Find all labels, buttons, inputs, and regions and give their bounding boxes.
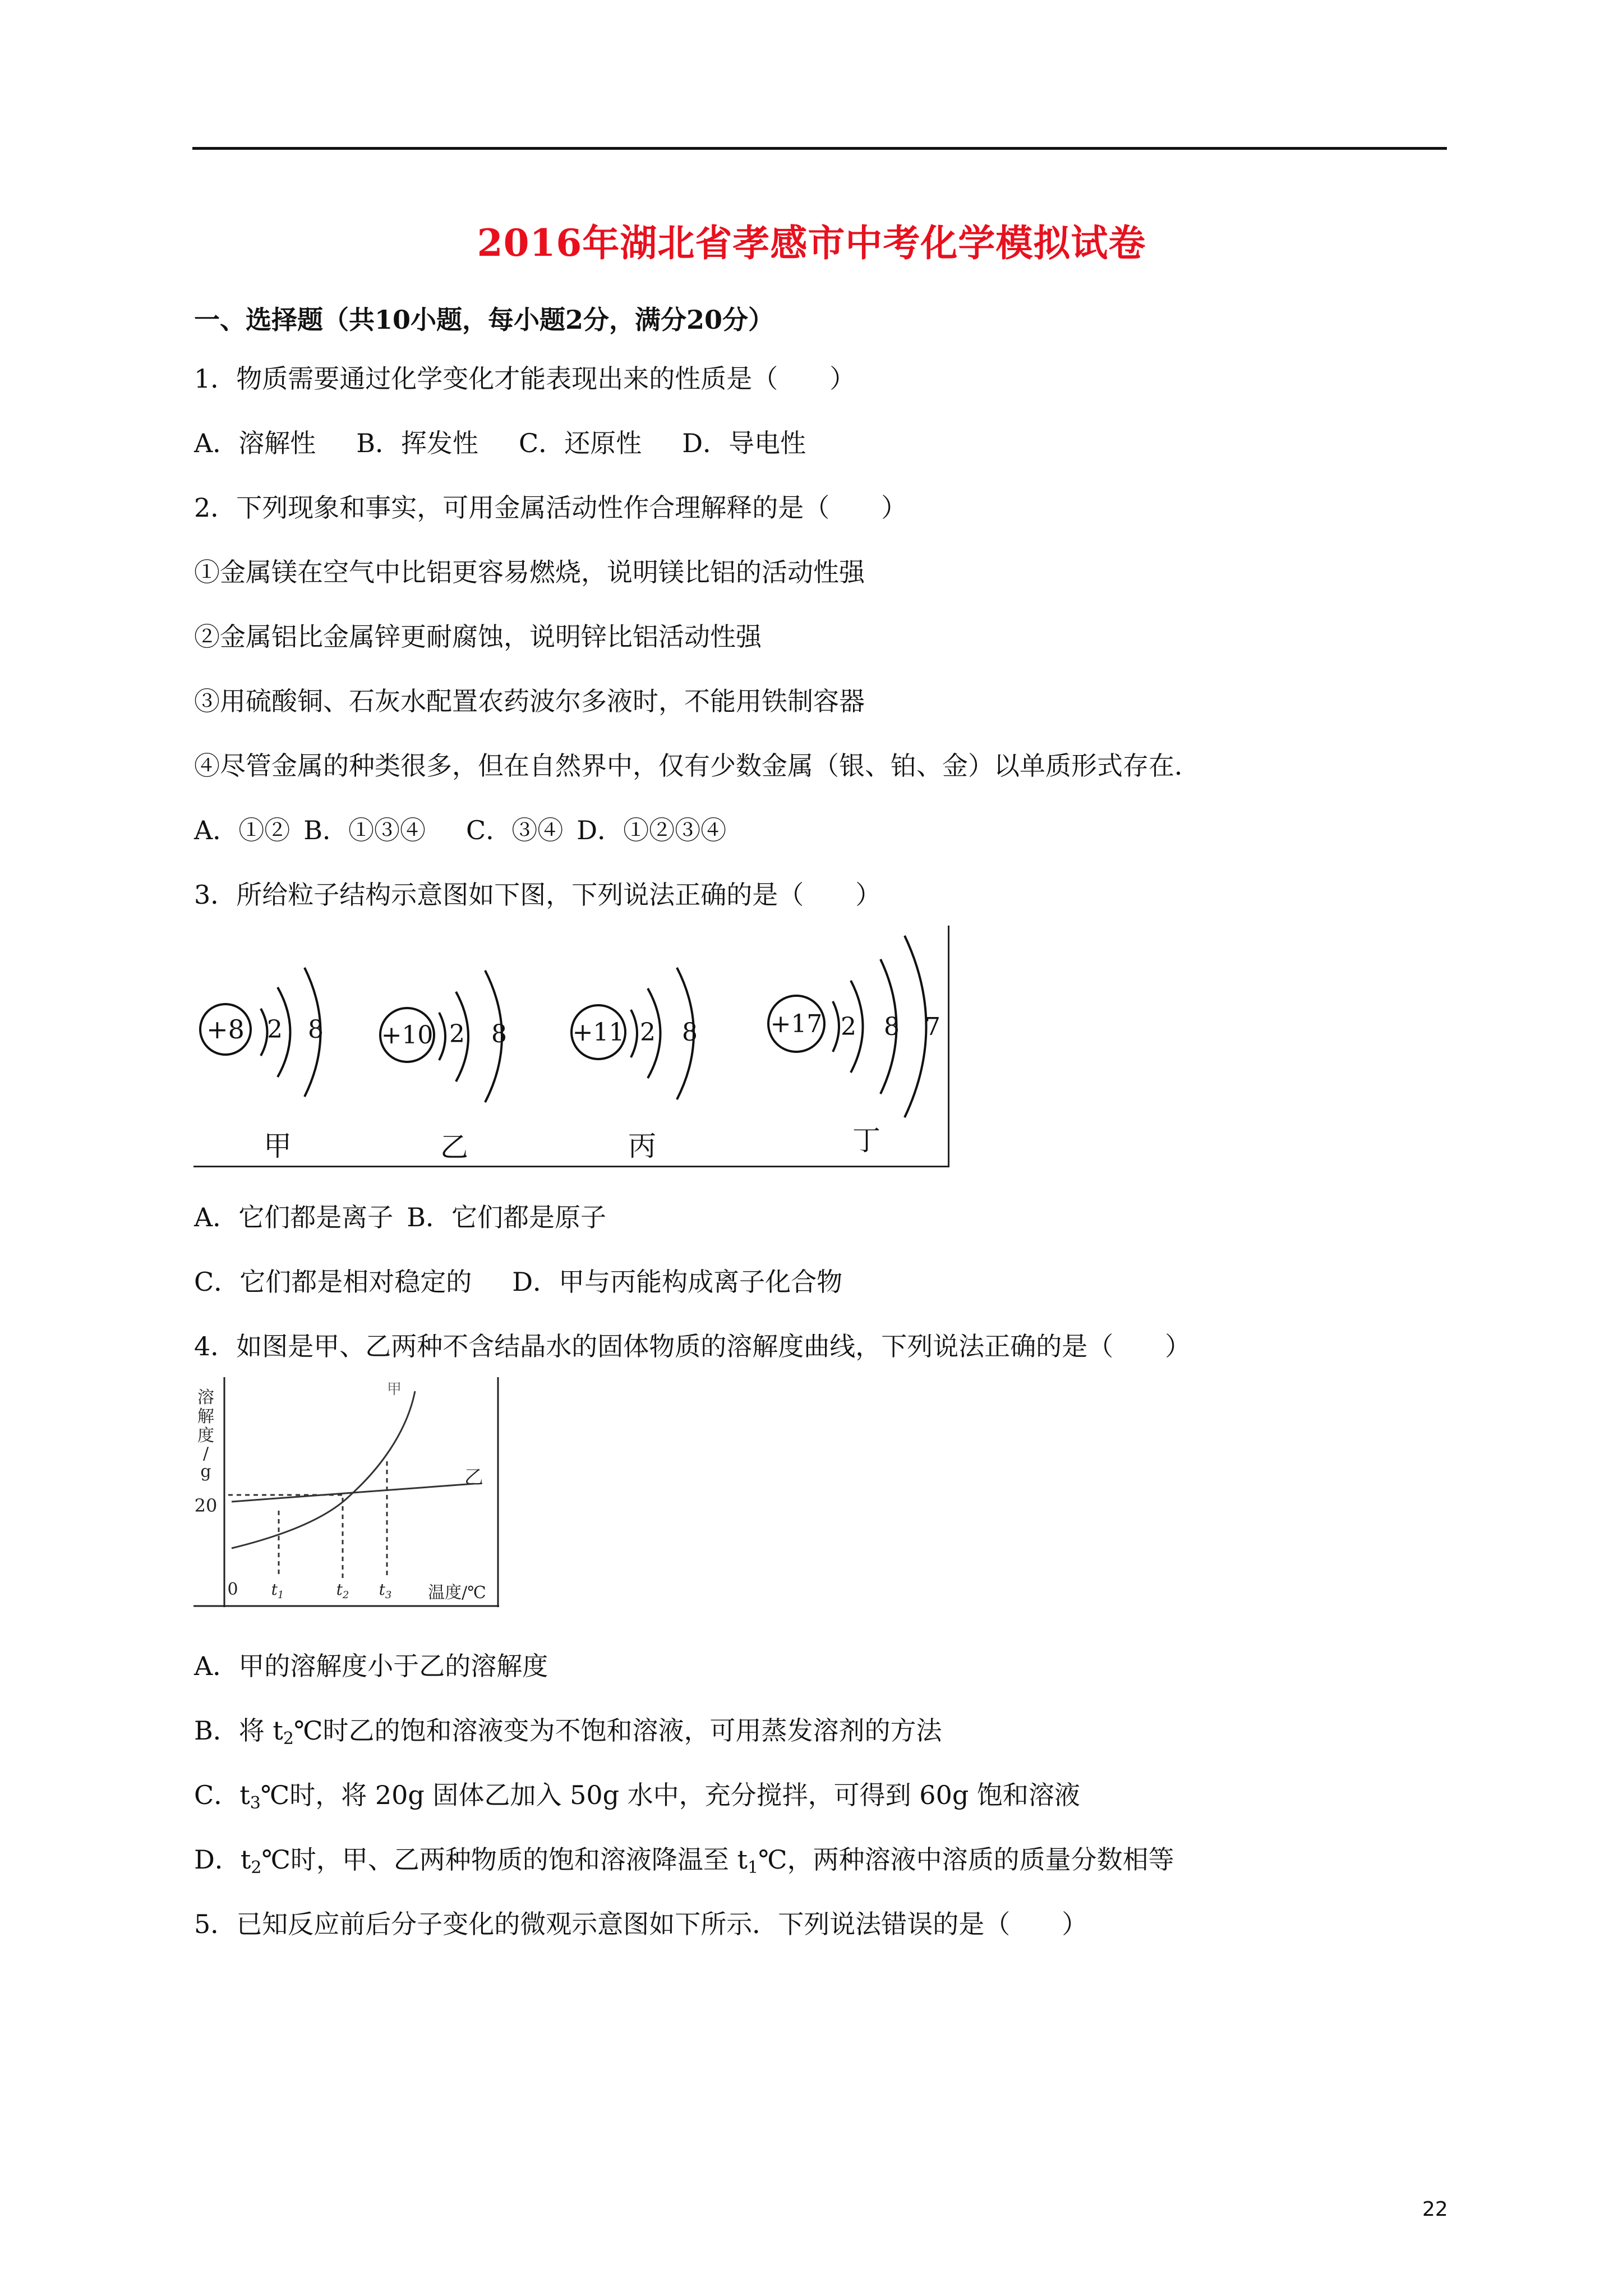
ytick-20: 20 [194, 1495, 218, 1516]
particle-jia-nucleus: +8 [206, 1014, 245, 1045]
ylabel-char-2: 解 [197, 1407, 214, 1427]
q2-option-b: B．①③④ [303, 815, 426, 845]
section-heading: 一、选择题（共10小题，每小题2分，满分20分） [194, 305, 774, 335]
q4-option-b: B．将 $t_2℃$时乙的饱和溶液变为不饱和溶液，可用蒸发溶剂的方法 [194, 1715, 942, 1749]
xlabel: 温度/℃ [428, 1583, 486, 1603]
solubility-curve-figure [193, 1377, 499, 1607]
xtick-t2: $t_2$ [336, 1580, 349, 1601]
q1-option-c: C．还原性 [519, 428, 642, 458]
q4-option-a: A．甲的溶解度小于乙的溶解度 [194, 1651, 548, 1681]
ylabel-char-4: / [202, 1444, 209, 1464]
particle-ding-nucleus: +17 [770, 1010, 823, 1038]
particle-bing-nucleus: +11 [572, 1018, 625, 1047]
curve-label-yi: 乙 [464, 1466, 483, 1489]
header-rule [192, 147, 1447, 150]
curve-label-jia: 甲 [386, 1381, 402, 1398]
q2-option-d: D．①②③④ [577, 815, 727, 845]
question-3-stem: 3．所给粒子结构示意图如下图，下列说法正确的是（ ） [194, 880, 882, 910]
q2-item-1: ①金属镁在空气中比铝更容易燃烧，说明镁比铝的活动性强 [194, 557, 865, 587]
particle-jia-shell-1: 2 [267, 1015, 283, 1044]
q2-item-3: ③用硫酸铜、石灰水配置农药波尔多液时，不能用铁制容器 [194, 686, 865, 716]
ylabel-char-3: 度 [197, 1426, 214, 1446]
q3-option-b: B．它们都是原子 [407, 1202, 607, 1232]
particle-yi-label: 乙 [440, 1131, 468, 1163]
q4-option-d: D．$t_2℃$时，甲、乙两种物质的饱和溶液降温至 $t_1℃$，两种溶液中溶质的质量分数相等 [194, 1844, 1174, 1878]
q2-item-4: ④尽管金属的种类很多，但在自然界中，仅有少数金属（银、铂、金）以单质形式存在． [194, 751, 1200, 781]
q3-option-a: A．它们都是离子 [194, 1202, 394, 1232]
particle-structure-figure [193, 926, 949, 1167]
xtick-t3: $t_3$ [379, 1580, 392, 1601]
xtick-t1: $t_1$ [271, 1580, 284, 1601]
particle-jia-shell-2: 8 [308, 1015, 324, 1044]
question-2-options [194, 813, 726, 847]
x-origin: 0 [227, 1580, 238, 1599]
particle-bing-shell-2: 8 [682, 1018, 698, 1047]
ylabel-char-5: g [200, 1462, 211, 1481]
particle-bing-shell-1: 2 [640, 1018, 656, 1047]
ylabel-char-1: 溶 [197, 1388, 214, 1407]
particle-ding-shell-1: 2 [841, 1013, 856, 1041]
question-5-stem: 5．已知反应前后分子变化的微观示意图如下所示．下列说法错误的是（ ） [194, 1909, 1088, 1939]
particle-yi-nucleus: +10 [381, 1021, 434, 1050]
page-title: 2016年湖北省孝感市中考化学模拟试卷 [477, 221, 1146, 265]
particle-jia-label: 甲 [264, 1130, 292, 1162]
particle-yi-shell-1: 2 [449, 1020, 465, 1048]
q1-option-a: A．溶解性 [194, 428, 316, 458]
particle-ding-label: 丁 [852, 1124, 880, 1157]
question-1-options [194, 426, 806, 460]
particle-yi-shell-2: 8 [491, 1020, 507, 1048]
q1-option-d: D．导电性 [682, 428, 806, 458]
q2-item-2: ②金属铝比金属锌更耐腐蚀，说明锌比铝活动性强 [194, 622, 762, 652]
q3-option-c: C．它们都是相对稳定的 [194, 1267, 472, 1297]
particle-bing [571, 968, 698, 1162]
question-3-options-row-1 [194, 1200, 606, 1234]
question-2-stem: 2．下列现象和事实，可用金属活动性作合理解释的是（ ） [194, 493, 907, 523]
page-number: 22 [1422, 2198, 1448, 2221]
question-4-stem: 4．如图是甲、乙两种不含结晶水的固体物质的溶解度曲线，下列说法正确的是（ ） [194, 1331, 1191, 1361]
question-1-stem: 1．物质需要通过化学变化才能表现出来的性质是（ ） [194, 364, 856, 394]
q2-option-c: C．③④ [466, 815, 564, 845]
q3-option-d: D．甲与丙能构成离子化合物 [512, 1267, 843, 1297]
particle-ding [768, 936, 940, 1157]
q2-option-a: A．①② [194, 815, 291, 845]
particle-jia [200, 968, 324, 1162]
question-3-options-row-2 [194, 1265, 842, 1299]
particle-ding-shell-2: 8 [884, 1013, 900, 1041]
q4-option-c: C．$t_3℃$时，将 20g 固体乙加入 50g 水中，充分搅拌，可得到 60g 饱和溶液 [194, 1780, 1080, 1813]
particle-yi [380, 970, 507, 1163]
q1-option-b: B．挥发性 [356, 428, 479, 458]
particle-bing-label: 丙 [628, 1130, 656, 1162]
particle-ding-shell-3: 7 [925, 1013, 940, 1041]
